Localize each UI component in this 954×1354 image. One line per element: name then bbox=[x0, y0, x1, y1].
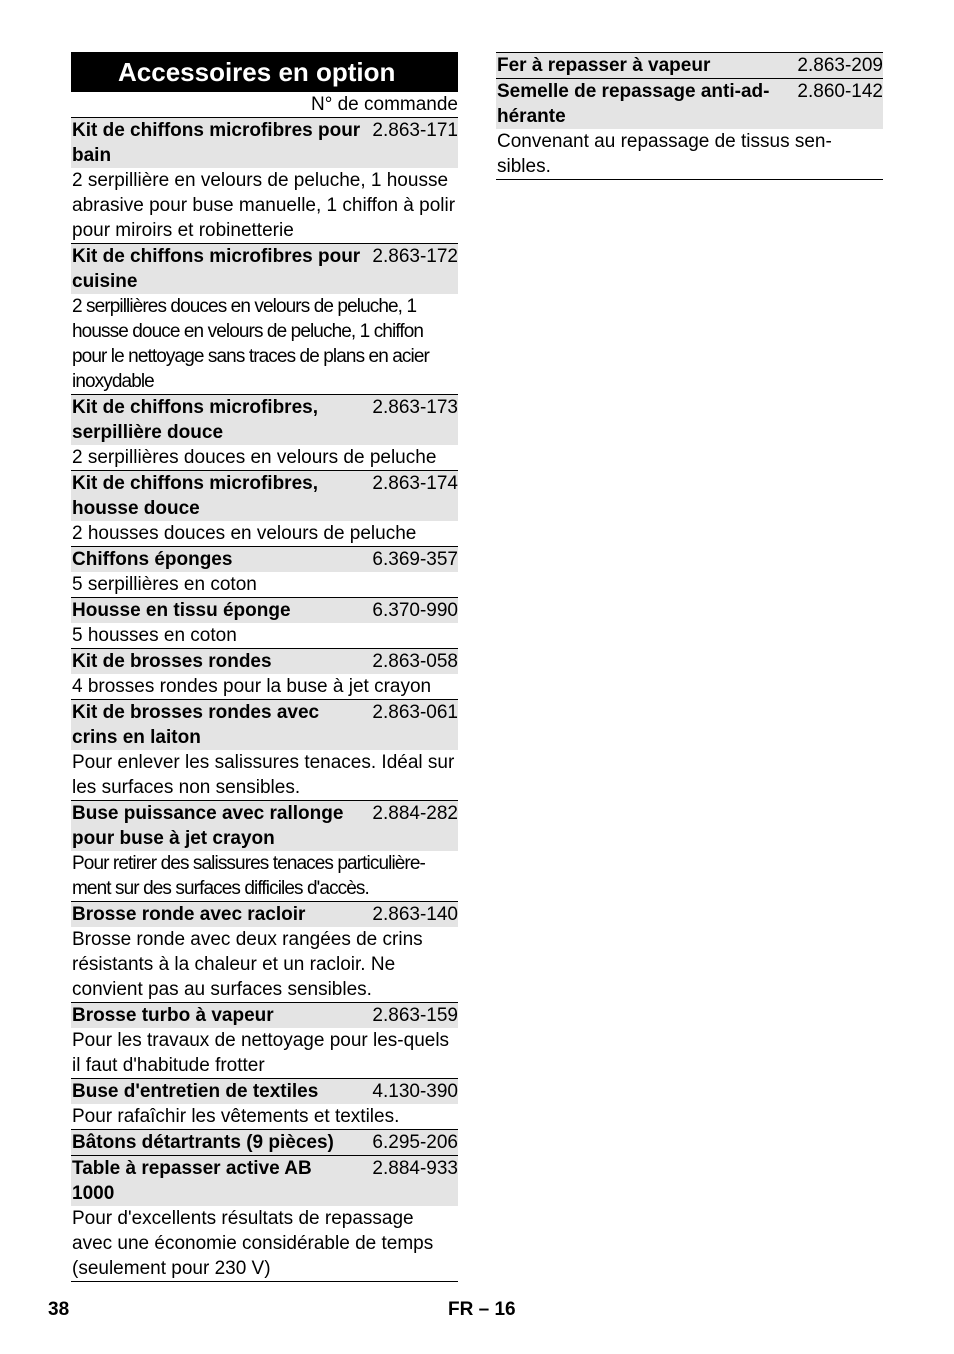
accessory-name: Kit de brosses rondes avec crins en laiton bbox=[72, 702, 320, 748]
accessory-entry bbox=[71, 1079, 458, 1130]
accessory-header bbox=[71, 649, 458, 674]
accessory-name: Buse puissance avec rallonge pour buse à jet crayon bbox=[72, 803, 344, 849]
accessory-header bbox=[71, 1156, 458, 1206]
accessory-name: Brosse ronde avec racloir bbox=[72, 904, 306, 925]
accessory-description: Pour les travaux de nettoyage pour les-quels il faut d'habitude frotter bbox=[72, 1030, 450, 1076]
accessory-header bbox=[71, 118, 458, 168]
accessory-code: 2.863-058 bbox=[372, 651, 458, 672]
accessory-code: 6.369-357 bbox=[372, 549, 458, 570]
accessory-entry bbox=[496, 52, 883, 79]
accessory-name: Fer à repasser à vapeur bbox=[497, 55, 711, 76]
accessory-name: Bâtons détartrants (9 pièces) bbox=[72, 1132, 334, 1153]
accessory-name: Kit de chiffons microfibres pour cuisine bbox=[72, 246, 361, 292]
accessory-description: Convenant au repassage de tissus sen-sibles. bbox=[497, 131, 832, 177]
accessory-code: 6.295-206 bbox=[372, 1132, 458, 1153]
accessory-header bbox=[71, 801, 458, 851]
accessory-header bbox=[71, 1130, 458, 1155]
accessory-code: 2.884-933 bbox=[372, 1158, 458, 1179]
accessory-description: 2 housses douces en velours de peluche bbox=[72, 523, 417, 544]
accessory-header bbox=[71, 598, 458, 623]
accessory-code: 4.130-390 bbox=[372, 1081, 458, 1102]
accessory-entry bbox=[71, 700, 458, 801]
accessory-code: 2.863-061 bbox=[372, 702, 458, 723]
accessory-header bbox=[71, 244, 458, 294]
left-column bbox=[71, 52, 458, 1282]
accessory-description: Pour rafaîchir les vêtements et textiles. bbox=[72, 1106, 400, 1127]
accessory-entry bbox=[496, 79, 883, 180]
accessory-entry bbox=[71, 1003, 458, 1079]
accessory-description: Pour retirer des salissures tenaces particulière-ment sur des surfaces difficiles d'accès. bbox=[72, 853, 425, 899]
accessory-header bbox=[71, 395, 458, 445]
accessory-name: Kit de brosses rondes bbox=[72, 651, 272, 672]
page-number: 38 bbox=[48, 1299, 70, 1320]
accessory-description: Brosse ronde avec deux rangées de crins résistants à la chaleur et un racloir. Ne convient pas au surfaces sensibles. bbox=[72, 929, 423, 1000]
accessory-description: 4 brosses rondes pour la buse à jet crayon bbox=[72, 676, 432, 697]
accessory-description: 2 serpillières douces en velours de peluche, 1 housse douce en velours de peluche, 1 chiffon pour le nettoyage sans traces de plans en acier inoxydable bbox=[72, 296, 429, 392]
accessory-entry bbox=[71, 902, 458, 1003]
section-title: Accessoires en option bbox=[71, 52, 458, 92]
order-number-label: N° de commande bbox=[71, 92, 458, 118]
accessory-name: Table à repasser active AB 1000 bbox=[72, 1158, 312, 1204]
accessory-entry bbox=[71, 244, 458, 395]
accessory-entry bbox=[71, 471, 458, 547]
accessory-name: Kit de chiffons microfibres, serpillière douce bbox=[72, 397, 318, 443]
accessory-name: Chiffons éponges bbox=[72, 549, 233, 570]
accessory-name: Brosse turbo à vapeur bbox=[72, 1005, 274, 1026]
right-column bbox=[496, 52, 883, 180]
accessory-name: Kit de chiffons microfibres pour bain bbox=[72, 120, 361, 166]
accessory-code: 2.863-174 bbox=[372, 473, 458, 494]
accessory-description: 5 serpillières en coton bbox=[72, 574, 257, 595]
accessory-header bbox=[71, 700, 458, 750]
accessory-code: 2.884-282 bbox=[372, 803, 458, 824]
accessory-header bbox=[496, 79, 883, 129]
accessory-code: 2.863-159 bbox=[372, 1005, 458, 1026]
accessory-code: 2.863-209 bbox=[797, 55, 883, 76]
accessory-code: 2.860-142 bbox=[797, 81, 883, 102]
accessory-description: 5 housses en coton bbox=[72, 625, 237, 646]
accessory-code: 2.863-172 bbox=[372, 246, 458, 267]
accessory-name: Housse en tissu éponge bbox=[72, 600, 291, 621]
accessory-header bbox=[71, 1003, 458, 1028]
accessory-description: Pour enlever les salissures tenaces. Idéal sur les surfaces non sensibles. bbox=[72, 752, 455, 798]
accessory-description: 2 serpillière en velours de peluche, 1 housse abrasive pour buse manuelle, 1 chiffon à polir pour miroirs et robinetterie bbox=[72, 170, 456, 241]
accessory-name: Kit de chiffons microfibres, housse douce bbox=[72, 473, 318, 519]
accessory-header bbox=[496, 53, 883, 78]
accessory-header bbox=[71, 1079, 458, 1104]
accessory-description: Pour d'excellents résultats de repassage avec une économie considérable de temps (seulement pour 230 V) bbox=[72, 1208, 434, 1279]
accessory-header bbox=[71, 471, 458, 521]
accessory-entry bbox=[71, 649, 458, 700]
accessory-code: 2.863-140 bbox=[372, 904, 458, 925]
accessory-code: 6.370-990 bbox=[372, 600, 458, 621]
accessory-entry bbox=[71, 1156, 458, 1282]
accessory-description: 2 serpillières douces en velours de peluche bbox=[72, 447, 437, 468]
section-marker: FR – 16 bbox=[448, 1299, 516, 1320]
accessory-entry bbox=[71, 395, 458, 471]
accessory-entry bbox=[71, 118, 458, 244]
accessory-code: 2.863-173 bbox=[372, 397, 458, 418]
accessory-code: 2.863-171 bbox=[372, 120, 458, 141]
accessory-entry bbox=[71, 598, 458, 649]
accessory-header bbox=[71, 902, 458, 927]
accessory-header bbox=[71, 547, 458, 572]
accessory-entry bbox=[71, 801, 458, 902]
accessory-entry bbox=[71, 547, 458, 598]
accessory-name: Semelle de repassage anti-ad-hérante bbox=[497, 81, 770, 127]
accessory-entry bbox=[71, 1130, 458, 1156]
accessory-name: Buse d'entretien de textiles bbox=[72, 1081, 319, 1102]
